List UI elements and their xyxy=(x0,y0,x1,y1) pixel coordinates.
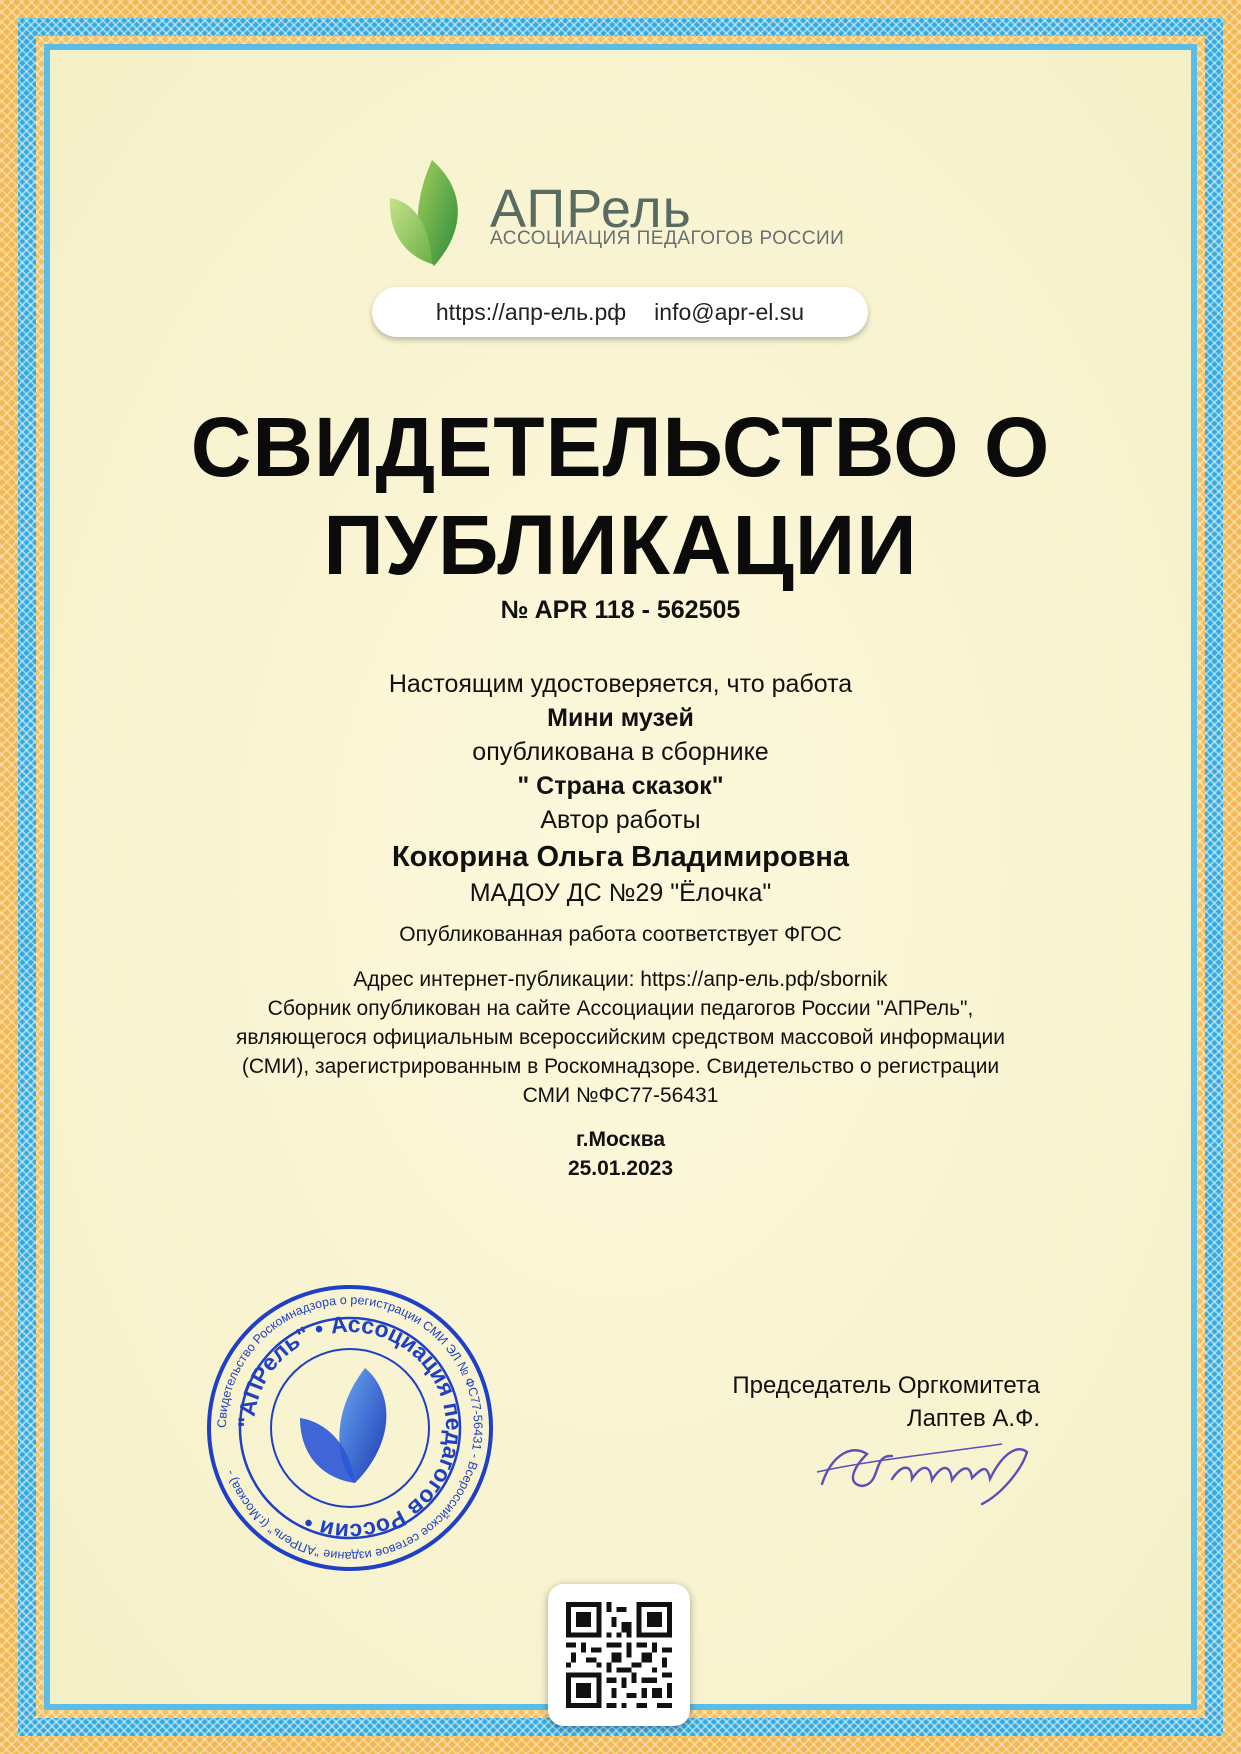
certificate-number: № APR 118 - 562505 xyxy=(500,596,741,624)
collection-title: " Страна сказок" xyxy=(517,772,724,800)
website-link[interactable]: https://апр-ель.рф xyxy=(435,298,627,325)
association-stamp xyxy=(205,1283,495,1573)
stamp-outer-text: Свидетельство Роскомнадзора о регистрации СМИ ЭЛ № ФС77-56431 - Всероссийское сетевое издание "АПРель" (г.Москва) - xyxy=(214,1292,486,1564)
leaf-logo-icon xyxy=(386,158,466,268)
place-date xyxy=(0,1125,1241,1183)
intro-text: Настоящим удостоверяется, что работа xyxy=(388,670,853,698)
title-line-1: СВИДЕТЕЛЬСТВО О xyxy=(190,400,1051,494)
email-link[interactable]: info@apr-el.su xyxy=(654,298,805,325)
info-line-3: (СМИ), зарегистрированным в Роскомнадзоре. Свидетельство о регистрации xyxy=(241,1055,1000,1078)
fgos-note: Опубликованная работа соответствует ФГОС xyxy=(399,923,842,946)
publication-address: Адрес интернет-публикации: https://апр-ель.рф/sbornik xyxy=(353,968,888,991)
organization: МАДОУ ДС №29 "Ёлочка" xyxy=(469,879,772,907)
signatory-name: Лаптев А.Ф. xyxy=(906,1405,1040,1432)
info-line-2: являющегося официальным всероссийским средством массовой информации xyxy=(235,1026,1006,1049)
title-line-2: ПУБЛИКАЦИИ xyxy=(323,498,918,592)
qr-code-icon xyxy=(566,1602,672,1708)
author-label: Автор работы xyxy=(540,806,701,834)
stamp-inner-text: "АПРель" • Ассоциация педагогов России • xyxy=(232,1310,468,1546)
work-title: Мини музей xyxy=(547,704,694,732)
info-line-4: СМИ №ФС77-56431 xyxy=(522,1084,719,1107)
qr-code[interactable] xyxy=(548,1584,690,1726)
publication-info xyxy=(0,965,1241,1110)
signatory-title: Председатель Оргкомитета xyxy=(732,1372,1040,1399)
logo-subtitle: АССОЦИАЦИЯ ПЕДАГОГОВ РОССИИ xyxy=(490,228,845,249)
logo-title: АПРель xyxy=(490,179,692,239)
info-line-1: Сборник опубликован на сайте Ассоциации педагогов России "АПРель", xyxy=(267,997,974,1020)
city: г.Москва xyxy=(575,1128,666,1151)
contacts-pill xyxy=(372,287,868,337)
date: 25.01.2023 xyxy=(567,1157,674,1180)
published-in-text: опубликована в сборнике xyxy=(472,738,769,766)
author-name: Кокорина Ольга Владимировна xyxy=(391,841,850,873)
certificate-title xyxy=(0,398,1241,594)
signature-icon xyxy=(812,1424,1042,1514)
